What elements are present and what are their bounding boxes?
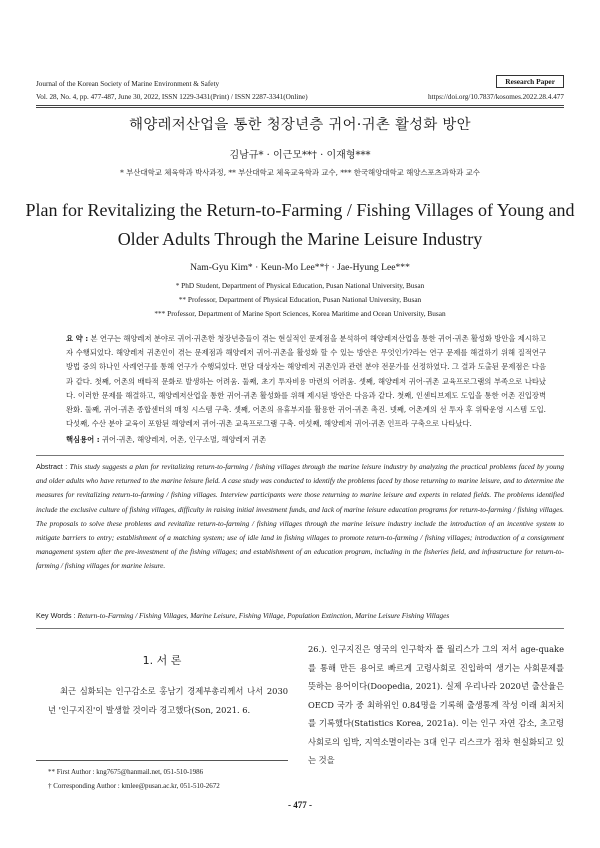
english-title	[0, 196, 600, 254]
korean-keywords	[66, 435, 546, 445]
header-rule-double	[36, 107, 564, 108]
english-keywords-label: Key Words :	[36, 611, 76, 620]
korean-abstract-label: 요 약 :	[66, 334, 89, 343]
english-affiliation-1: * PhD Student, Department of Physical Education, Pusan National University, Busan	[175, 281, 425, 290]
english-abstract	[36, 460, 564, 574]
english-keywords	[36, 611, 564, 620]
body-right-column: 26.). 인구지진은 영국의 인구학자 폴 월리스가 그의 저서 age-quake를 통해 만든 용어로 빠르게 고령사회로 진입하여 생기는 사회문제를 뜻하는 용어이다(Doopedia, 2021). 실제 우리나라 2020년 출산율은 OECD 국가 중 최하위인 0.84명을 기록해 출생통계 작성 이래 최저치를 기록했다(Statistics Korea, 2021a). 이는 인구 자연 감소, 초고령 사회로의 임박, 지역소멸이라는 3대 인구 리스크가 점차 현실화되고 있는 것을	[308, 644, 564, 765]
footnote-corresponding-author: † Corresponding Author : kmlee@pusan.ac.kr, 051-510-2672	[48, 782, 220, 790]
korean-affiliations: * 부산대학교 체육학과 박사과정, ** 부산대학교 체육교육학과 교수, *** 한국해양대학교 해양스포츠과학과 교수	[120, 168, 480, 177]
paper-type-badge: Research Paper	[496, 75, 564, 88]
english-keywords-text: Return-to-Farming / Fishing Villages, Marine Leisure, Fishing Village, Population Extinction, Marine Leisure Fishing Villages	[77, 611, 450, 620]
english-title-line1: Plan for Revitalizing the Return-to-Farming / Fishing Villages of Young and	[25, 200, 575, 220]
english-abstract-label: Abstract :	[36, 462, 68, 471]
abstract-divider	[36, 455, 564, 456]
korean-authors: 김남규* · 이근모**† · 이재형***	[229, 150, 371, 161]
section-heading: 1. 서 론	[142, 654, 182, 667]
keywords-divider	[36, 628, 564, 629]
journal-name: Journal of the Korean Society of Marine Environment & Safety	[36, 80, 220, 88]
doi-link[interactable]: https://doi.org/10.7837/kosomes.2022.28.4.477	[427, 93, 564, 101]
korean-keywords-label: 핵심용어 :	[66, 435, 100, 444]
english-abstract-text: This study suggests a plan for revitalizing return-to-farming / fishing villages through the marine leisure industry by analyzing the practical problems faced by young and older adults who have returned to the marine leisure field. A case study was conducted to identify the problems faced by those returning to marine leisure, and to determine the measures for revitalizing return-to-farming / fishing villages. Interview participants were those returning to marine leisure and experts in related fields. The problems identified include the exclusive culture of fishing villages, difficulty in raising initial investment funds, and lack of marine leisure education programs for return-to-farming / fishing villages. The proposals to solve these problems and revitalize return-to-farming / fishing villages through the marine leisure industry include the introduction of an incentive system to mitigate barriers to entry; establishment of a matching system; use of idle land in fishing villages to promote return-to-farming / fishing villages; introduction of a consignment management system after the pre-investment of the fishing villages; and establishment of an education program, including in the fisheries field, and infrastructure for return-to-farming / fishing villages for marine leisure.	[36, 462, 564, 571]
english-affiliation-3: *** Professor, Department of Marine Sport Sciences, Korea Maritime and Ocean University, Busan	[154, 309, 446, 318]
footnote-first-author: ** First Author : kng7675@hanmail.net, 051-510-1986	[48, 768, 204, 776]
body-left-column: 최근 심화되는 인구감소로 홍남기 경제부총리께서 나서 2030년 '인구지진'이 발생할 것이라 경고했다(Son, 2021. 6.	[48, 686, 288, 715]
english-title-line2: Older Adults Through the Marine Leisure Industry	[117, 229, 483, 249]
korean-title: 해양레저산업을 통한 청장년층 귀어·귀촌 활성화 방안	[129, 117, 471, 133]
english-authors: Nam-Gyu Kim* · Keun-Mo Lee**† · Jae-Hyung Lee***	[190, 262, 410, 273]
footnote-rule	[36, 760, 288, 761]
volume-info: Vol. 28, No. 4, pp. 477-487, June 30, 2022, ISSN 1229-3431(Print) / ISSN 2287-3341(Online)	[36, 93, 308, 101]
korean-keywords-text: 귀어·귀촌, 해양레저, 어촌, 인구소멸, 해양레저 귀촌	[101, 435, 267, 444]
header-rule	[36, 105, 564, 106]
korean-abstract	[66, 332, 546, 431]
korean-abstract-text: 본 연구는 해양레저 분야로 귀어·귀촌한 청장년층들이 겪는 현실적인 문제점을 분석하여 해양레저산업을 통한 귀어·귀촌 활성화 방안을 제시하고자 수행되었다. 해양레저 귀촌인이 겪는 문제점과 해양레저 귀어·귀촌을 활성화 할 수 있는 방안은 무엇인가?라는 연구 문제를 해결하기 위해 질적연구방법 중의 하나인 사례연구를 통해 연구가 수행되었다. 면담 대상자는 해양레저 귀촌인과 관련 분야 전문가를 선정하였다. 그 결과 도출된 문제점은 다음과 같다. 첫째, 어촌의 배타적 문화로 발생하는 어려움. 둘째, 초기 투자비용 마련의 어려움. 셋째, 해양레저 귀어·귀촌 교육프로그램의 부족으로 나타났다. 이러한 문제를 해결하고, 해양레저산업을 통한 귀어·귀촌 활성화를 위해 제시된 방안은 다음과 같다. 첫째, 인센티브제도 도입을 통한 어촌 진입장벽 완화. 둘째, 귀어·귀촌 종합센터의 매칭 시스템 구축. 셋째, 어촌의 유휴부지를 활용한 귀어·귀촌 촉진. 넷째, 어촌계의 선 투자 후 위탁운영 시스템 도입. 다섯째, 수산 분야 교육이 포함된 해양레저 귀어·귀촌 교육프로그램 구축. 여섯째, 해양레저 귀어·귀촌 인프라 구축으로 나타났다.	[66, 334, 546, 429]
english-affiliation-2: ** Professor, Department of Physical Education, Pusan National University, Busan	[178, 295, 422, 304]
page-number: - 477 -	[288, 800, 312, 810]
